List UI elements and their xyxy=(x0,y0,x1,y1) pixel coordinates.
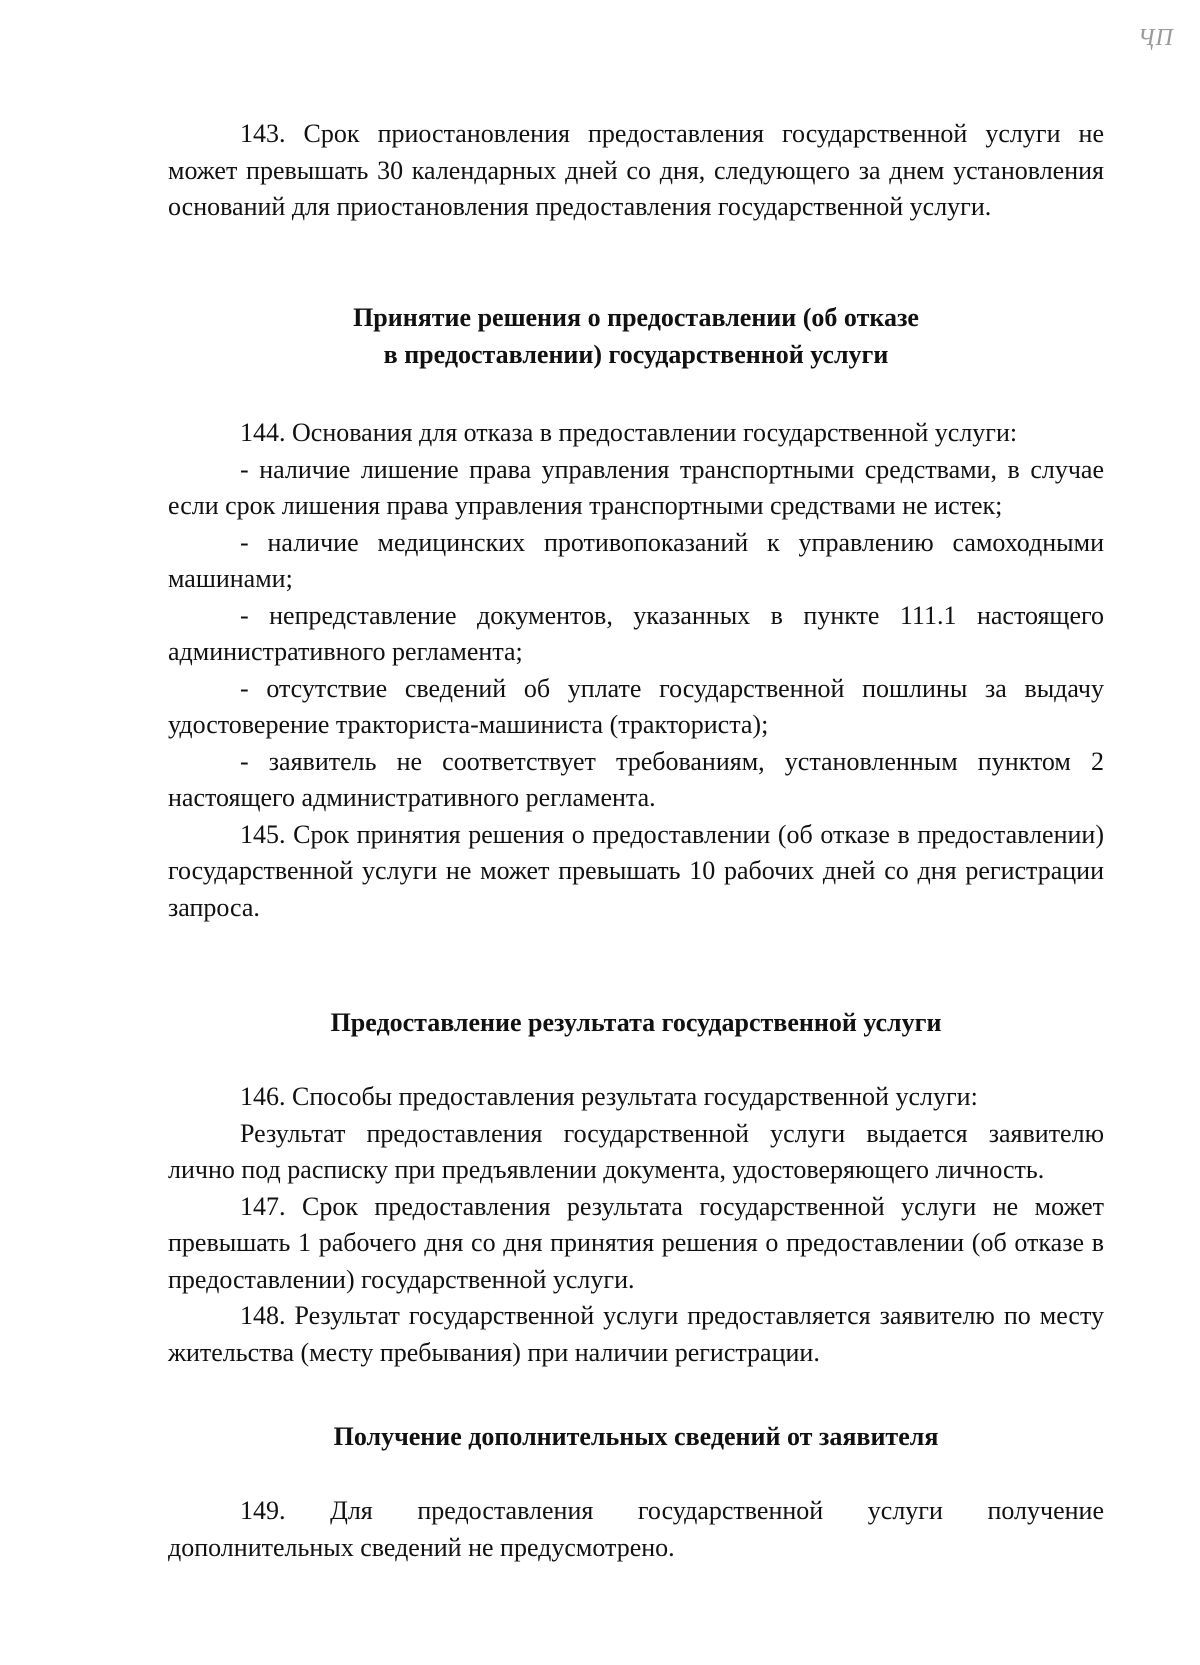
section-heading-result xyxy=(168,1005,1104,1042)
heading-decision-line-1: Принятие решения о предоставлении (об отказе xyxy=(353,303,919,332)
paragraph-144-item-3: - непредставление документов, указанных в пункте 111.1 настоящего административного регламента; xyxy=(168,600,1104,666)
paragraph-147: 147. Срок предоставления результата государственной услуги не может превышать 1 рабочего дня со дня принятия решения о предоставлении (об отказе в предоставлении) государственной услуги. xyxy=(168,1191,1104,1294)
section-144-145 xyxy=(168,415,1104,926)
section-heading-decision xyxy=(168,300,1104,373)
paragraph-146-text: Результат предоставления государственной услуги выдается заявителю лично под расписку при предъявлении документа, удостоверяющего личность. xyxy=(168,1118,1104,1184)
paragraph-144-item-4: - отсутствие сведений об уплате государственной пошлины за выдачу удостоверение тракториста-машиниста (тракториста); xyxy=(168,673,1104,739)
heading-decision-line-2: в предоставлении) государственной услуги xyxy=(383,339,889,369)
paragraph-144-item-1: - наличие лишение права управления транспортными средствами, в случае если срок лишения права управления транспортными средствами не истек; xyxy=(168,454,1104,520)
section-heading-additional-info xyxy=(168,1419,1104,1456)
paragraph-143: 143. Срок приостановления предоставления государственной услуги не может превышать 30 календарных дней со дня, следующего за днем установления оснований для приостановления предоставления государственной услуги. xyxy=(168,119,1104,221)
paragraph-144-item-2: - наличие медицинских противопоказаний к управлению самоходными машинами; xyxy=(168,527,1104,593)
section-143 xyxy=(168,116,1104,226)
paragraph-145: 145. Срок принятия решения о предоставлении (об отказе в предоставлении) государственной услуги не может превышать 10 рабочих дней со дня регистрации запроса. xyxy=(168,819,1104,922)
section-146-148 xyxy=(168,1079,1104,1371)
paragraph-146: 146. Способы предоставления результата государственной услуги: xyxy=(240,1082,978,1111)
paragraph-149: 149. Для предоставления государственной услуги получение дополнительных сведений не предусмотрено. xyxy=(168,1496,1104,1562)
paragraph-144: 144. Основания для отказа в предоставлении государственной услуги: xyxy=(240,418,1018,447)
heading-additional-info: Получение дополнительных сведений от заявителя xyxy=(333,1422,939,1451)
paragraph-148: 148. Результат государственной услуги предоставляется заявителю по месту жительства (месту пребывания) при наличии регистрации. xyxy=(168,1301,1104,1367)
heading-result: Предоставление результата государственной услуги xyxy=(330,1008,942,1037)
section-149 xyxy=(168,1493,1104,1566)
handwritten-corner-mark: ҶП xyxy=(1138,25,1174,51)
paragraph-144-item-5: - заявитель не соответствует требованиям, установленным пунктом 2 настоящего административного регламента. xyxy=(168,746,1104,812)
